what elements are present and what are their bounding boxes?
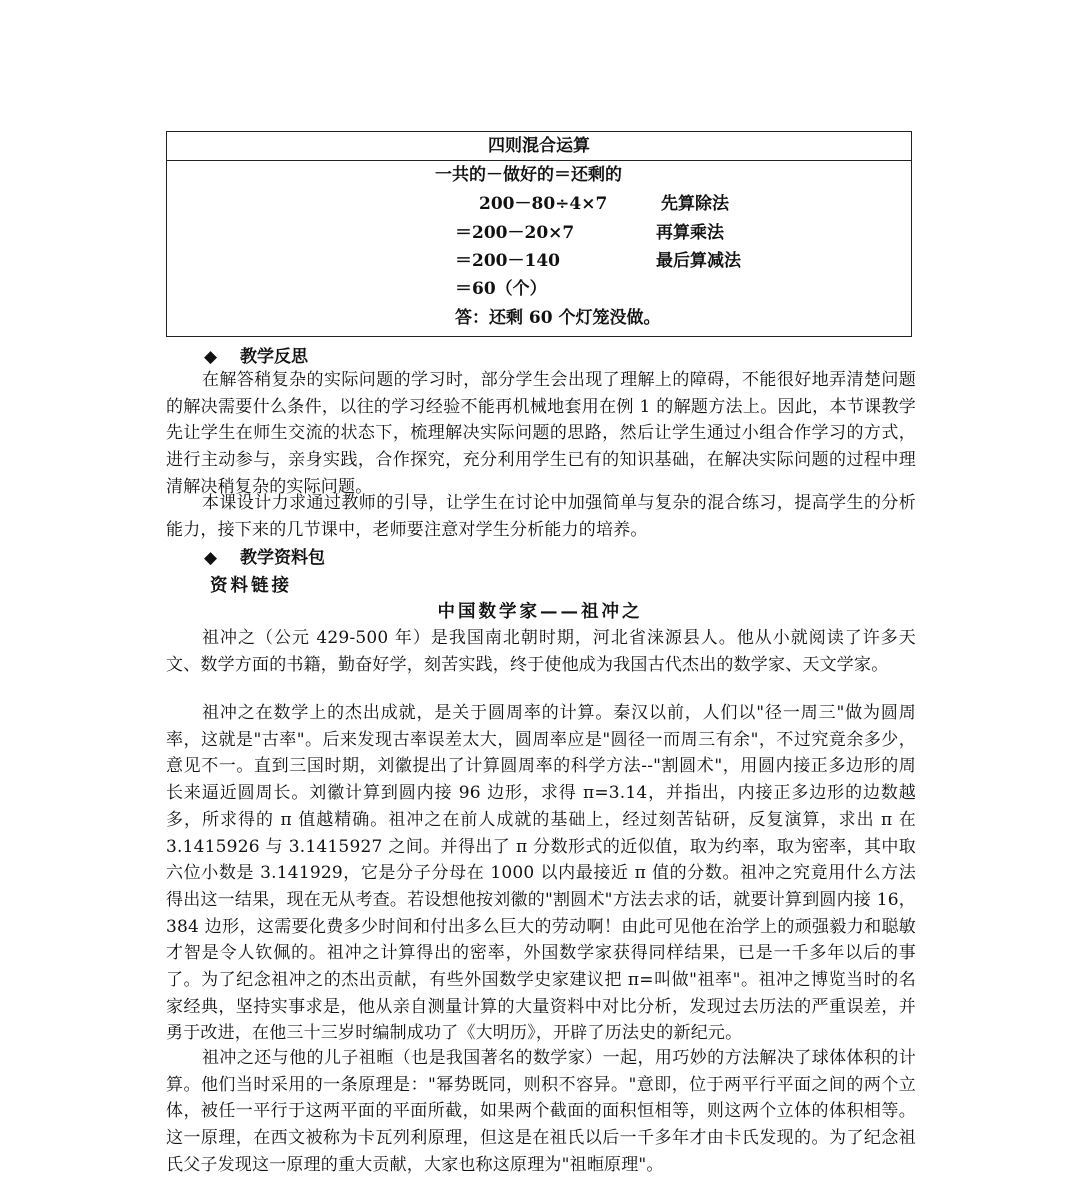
diamond-bullet-icon: ◆ — [204, 548, 218, 568]
step-expression: ＝60（个） — [455, 279, 547, 299]
equation-label: 一共的－做好的＝还剩的 — [435, 165, 622, 185]
reflection-paragraph: 在解答稍复杂的实际问题的学习时，部分学生会出现了理解上的障碍，不能很好地弄清楚问题的解决需要什么条件，以往的学习经验不能再机械地套用在例 1 的解题方法上。因此，本节课教学先让学生在师生交流的状态下，梳理解决实际问题的思路，然后让学生通过小组合作学习的方式，进行主动参与，亲身实践，合作探究，充分利用学生已有的知识基础，在解决实际问题的过程中理清解决稍复杂的实际问题。 — [166, 370, 916, 497]
calculation-title: 四则混合运算 — [167, 132, 911, 161]
reflection-paragraph: 本课设计力求通过教师的引导，让学生在讨论中加强简单与复杂的混合练习，提高学生的分析能力，接下来的几节课中，老师要注意对学生分析能力的培养。 — [166, 493, 916, 540]
resources-heading — [204, 543, 325, 568]
resources-sub-heading: 资料链接 — [210, 576, 292, 596]
resources-heading-text: 教学资料包 — [240, 548, 325, 568]
calculation-box — [166, 131, 912, 337]
step-expression: ＝200－140 — [455, 251, 560, 271]
step-expression: ＝200－20×7 — [455, 223, 575, 243]
answer-line: 答：还剩 60 个灯笼没做。 — [455, 308, 661, 328]
article-paragraph: 祖冲之在数学上的杰出成就，是关于圆周率的计算。秦汉以前，人们以"径一周三"做为圆周率，这就是"古率"。后来发现古率误差太大，圆周率应是"圆径一而周三有余"，不过究竟余多少，意见不一。直到三国时期，刘徽提出了计算圆周率的科学方法--"割圆术"，用圆内接正多边形的周长来逼近圆周长。刘徽计算到圆内接 96 边形，求得 π=3.14，并指出，内接正多边形的边数越多，所求得的 π 值越精确。祖冲之在前人成就的基础上，经过刻苦钻研，反复演算，求出 π 在 3.1415926 与 3.1415927 之间。并得出了 π 分数形式的近似值，取为约率，取为密率，其中取六位小数是 3.141929，它是分子分母在 1000 以内最接近 π 值的分数。祖冲之究竟用什么方法得出这一结果，现在无从考查。若设想他按刘徽的"割圆术"方法去求的话，就要计算到圆内接 16，384 边形，这需要化费多少时间和付出多么巨大的劳动啊！由此可见他在治学上的顽强毅力和聪敏才智是令人钦佩的。祖冲之计算得出的密率，外国数学家获得同样结果，已是一千多年以后的事了。为了纪念祖冲之的杰出贡献，有些外国数学史家建议把 π=叫做"祖率"。祖冲之博览当时的名家经典，坚持实事求是，他从亲自测量计算的大量资料中对比分析，发现过去历法的严重误差，并勇于改进，在他三十三岁时编制成功了《大明历》，开辟了历法史的新纪元。 — [166, 703, 916, 1044]
article-paragraph: 祖冲之（公元 429-500 年）是我国南北朝时期，河北省涞源县人。他从小就阅读了许多天文、数学方面的书籍，勤奋好学，刻苦实践，终于使他成为我国古代杰出的数学家、天文学家。 — [166, 628, 916, 675]
reflection-heading — [204, 342, 308, 367]
article-paragraph: 祖冲之还与他的儿子祖暅（也是我国著名的数学家）一起，用巧妙的方法解决了球体体积的计算。他们当时采用的一条原理是："幂势既同，则积不容异。"意即，位于两平行平面之间的两个立体，被任一平行于这两平面的平面所截，如果两个截面的面积恒相等，则这两个立体的体积相等。这一原理，在西文被称为卡瓦列利原理，但这是在祖氏以后一千多年才由卡氏发现的。为了纪念祖氏父子发现这一原理的重大贡献，大家也称这原理为"祖暅原理"。 — [166, 1048, 916, 1175]
reflection-heading-text: 教学反思 — [240, 347, 308, 367]
step-expression: 200－80÷4×7 — [479, 194, 608, 214]
diamond-bullet-icon: ◆ — [204, 347, 218, 367]
step-note: 先算除法 — [661, 194, 729, 214]
step-note: 再算乘法 — [656, 223, 724, 243]
article-title: 中国数学家——祖冲之 — [437, 602, 643, 622]
step-note: 最后算减法 — [656, 251, 741, 271]
